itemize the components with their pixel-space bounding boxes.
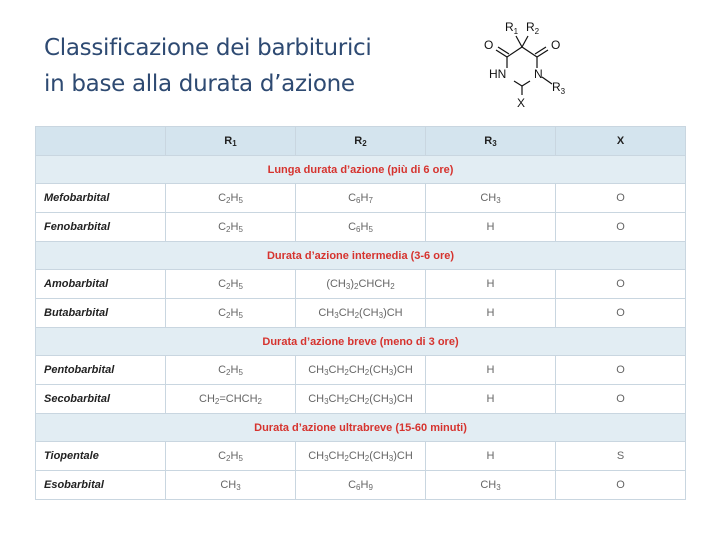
table-row [36, 385, 686, 414]
r2-cell: $C_6H_7$ [296, 184, 426, 213]
x-cell: O [556, 270, 686, 299]
r2-cell: $CH_3CH_2(CH_3)CH$ [296, 299, 426, 328]
r3-cell: H [426, 385, 556, 414]
r3-cell: H [426, 213, 556, 242]
r2-cell: $C_6H_5$ [296, 213, 426, 242]
group-label: Lunga durata d’azione (più di 6 ore) [36, 156, 686, 184]
r2-cell: $CH_3CH_2CH_2(CH_3)CH$ [296, 442, 426, 471]
drug-name: Secobarbital [36, 385, 166, 414]
r3-cell: $CH_3$ [426, 471, 556, 500]
title-line-2: in base alla durata d’azione [44, 71, 355, 97]
r2-cell: $CH_3CH_2CH_2(CH_3)CH$ [296, 356, 426, 385]
x-cell: O [556, 213, 686, 242]
r2-cell: $(CH_3)_2CHCH_2$ [296, 270, 426, 299]
r3-label: $R_3$ [552, 80, 566, 96]
x-cell: O [556, 184, 686, 213]
barbiturate-core-structure [476, 14, 576, 114]
header-r2: $R_2$ [296, 127, 426, 156]
o-right-label: O [551, 38, 561, 52]
r2-cell: $C_6H_9$ [296, 471, 426, 500]
r3-cell: H [426, 270, 556, 299]
o-left-label: O [484, 38, 494, 52]
x-cell: S [556, 442, 686, 471]
r3-cell: $CH_3$ [426, 184, 556, 213]
drug-name: Amobarbital [36, 270, 166, 299]
table-row [36, 184, 686, 213]
group-label: Durata d’azione breve (meno di 3 ore) [36, 328, 686, 356]
r1-cell: $CH_2=CHCH_2$ [166, 385, 296, 414]
table-row [36, 213, 686, 242]
x-cell: O [556, 299, 686, 328]
page-title [44, 30, 444, 102]
r1-cell: $C_2H_5$ [166, 270, 296, 299]
r2-cell: $CH_3CH_2CH_2(CH_3)CH$ [296, 385, 426, 414]
r1-label: $R_1$ [505, 20, 519, 36]
r1-cell: $C_2H_5$ [166, 184, 296, 213]
table-row [36, 442, 686, 471]
hn-label: HN [489, 67, 507, 81]
r3-cell: H [426, 299, 556, 328]
table-row [36, 299, 686, 328]
group-row [36, 156, 686, 184]
x-cell: O [556, 356, 686, 385]
table-row [36, 356, 686, 385]
drug-name: Esobarbital [36, 471, 166, 500]
drug-name: Butabarbital [36, 299, 166, 328]
group-label: Durata d’azione intermedia (3-6 ore) [36, 242, 686, 270]
drug-name: Mefobarbital [36, 184, 166, 213]
group-row [36, 242, 686, 270]
r1-cell: $C_2H_5$ [166, 356, 296, 385]
table-body [36, 156, 686, 500]
r3-cell: H [426, 442, 556, 471]
r2-label: $R_2$ [526, 20, 540, 36]
header-r3: $R_3$ [426, 127, 556, 156]
header-r1: $R_1$ [166, 127, 296, 156]
barbiturates-table [35, 126, 686, 500]
title-line-1: Classificazione dei barbiturici [44, 35, 372, 61]
drug-name: Pentobarbital [36, 356, 166, 385]
header-name-col [36, 127, 166, 156]
drug-name: Fenobarbital [36, 213, 166, 242]
table-row [36, 270, 686, 299]
r1-cell: $C_2H_5$ [166, 299, 296, 328]
drug-name: Tiopentale [36, 442, 166, 471]
x-cell: O [556, 471, 686, 500]
r1-cell: $CH_3$ [166, 471, 296, 500]
x-label: X [517, 96, 526, 110]
table-row [36, 471, 686, 500]
r1-cell: $C_2H_5$ [166, 213, 296, 242]
r1-cell: $C_2H_5$ [166, 442, 296, 471]
n-label: N [534, 67, 543, 81]
header-x: X [556, 127, 686, 156]
group-row [36, 414, 686, 442]
table-header-row [36, 127, 686, 156]
group-label: Durata d’azione ultrabreve (15-60 minuti) [36, 414, 686, 442]
group-row [36, 328, 686, 356]
x-cell: O [556, 385, 686, 414]
r3-cell: H [426, 356, 556, 385]
